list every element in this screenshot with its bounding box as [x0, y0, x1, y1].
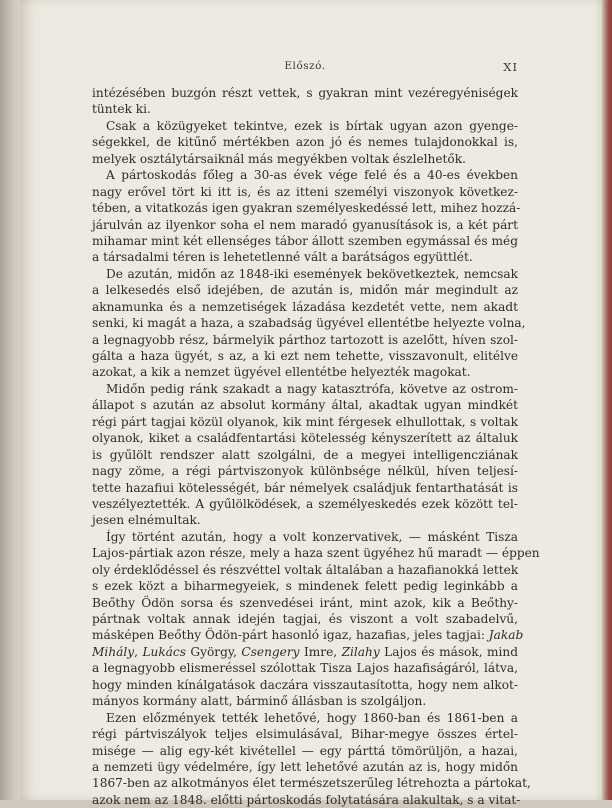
- text-line: melyek osztálytársaiknál más megyékben voltak észlelhetők.: [92, 151, 466, 166]
- text-line: is gyűlölt rendszer alatt szolgálni, de a megyei intelligencziának: [92, 447, 518, 462]
- page-header: [92, 60, 518, 82]
- text-line: másképen Beőthy Ödön-párt hasonló igaz, hazafias, jeles tagjai: Jakab: [92, 628, 524, 643]
- text-line: pártnak voltak annak idején tagjai, és viszont a volt szabadelvű,: [92, 612, 518, 626]
- text-line: olyanok, kiket a családfentartási kötelesség kényszerített az általuk: [92, 431, 518, 446]
- text-line: azokat, a kik a nemzet ügyével ellentétbe helyezték magokat.: [92, 365, 471, 380]
- text-line: azok nem az 1848. előtti pártoskodás folytatására alakultak, s a vitat-: [92, 792, 521, 807]
- text-line: járulván az ilyenkor soha el nem maradó gyanusítások is, a két párt: [92, 217, 518, 232]
- text-line: A pártoskodás főleg a 30-as évek vége felé és a 40-es években: [106, 168, 518, 183]
- text-line: nagy erővel tört ki itt is, és az itteni személyi viszonyok következ-: [92, 184, 518, 199]
- text-line: De azután, midőn az 1848-iki események bekövetkeztek, nemcsak: [106, 266, 518, 281]
- text-line: a lelkesedés első idejében, de azután is, midőn már megindult az: [92, 283, 518, 298]
- text-line: nagy zöme, a régi pártviszonyok különbsége nélkül, híven teljesí-: [92, 464, 518, 479]
- text-line: Csak a közügyeket tekintve, ezek is bírtak ugyan azon gyenge-: [106, 118, 518, 133]
- text-line: senki, ki magát a haza, a szabadság ügyével ellentétbe helyezte volna,: [92, 316, 526, 331]
- text-line: intézésében buzgón részt vettek, s gyakran mint vezéregyéniségek: [92, 86, 518, 100]
- text-line: Lajos-pártiak azon része, mely a haza szent ügyéhez hű maradt — éppen: [92, 546, 540, 561]
- text-line: misége — alig egy-két kivétellel — egy párttá tömörüljön, a hazai,: [92, 743, 518, 758]
- text-line: Midőn pedig ránk szakadt a nagy katasztrófa, követve az ostrom-: [106, 381, 518, 396]
- running-title: Előszó.: [284, 60, 326, 72]
- body-text: [92, 85, 540, 808]
- text-line: oly érdeklődéssel és részvéttel voltak általában a hazafianokká lettek: [92, 562, 519, 577]
- text-line: régi párt tagjai közül olyanok, kik mint férgesek elhullottak, s voltak: [92, 414, 518, 429]
- text-line: tüntek ki.: [92, 102, 151, 117]
- text-line: Így történt azután, hogy a volt konzervativek, — másként Tisza: [106, 529, 518, 544]
- text-line: a legnagyobb elismeréssel szólottak Tisza Lajos hazafiságáról, látva,: [92, 661, 518, 676]
- text-line: mihamar mint két ellenséges tábor állott szemben egymással és még: [92, 233, 518, 248]
- page-number: XI: [503, 60, 518, 74]
- text-line: ségekkel, de kitűnő mértékben azon jó és nemes tulajdonokkal is,: [92, 135, 518, 150]
- text-line: Beőthy Ödön sorsa és szenvedései iránt, mint azok, kik a Beőthy-: [92, 595, 518, 610]
- text-line: állapot s azután az absolut kormány által, akadtak ugyan mindkét: [92, 398, 518, 413]
- text-line: a legnagyobb rész, bármelyik párthoz tartozott is azelőtt, híven szol-: [92, 332, 518, 347]
- text-line: régi pártviszályok teljes elsimulásával, Bihar-megye összes értel-: [92, 727, 518, 742]
- text-line: hogy minden kínálgatások daczára visszautasította, hogy nem alkot-: [92, 677, 518, 692]
- text-line: jesen elnémultak.: [92, 513, 201, 528]
- text-line: gálta a haza ügyét, s az, a ki ezt nem tehette, visszavonult, elitélve: [92, 349, 518, 363]
- text-line: a nemzeti ügy védelmére, így lett lehetővé azután az is, hogy midőn: [92, 759, 518, 774]
- red-page-edge: [602, 0, 612, 800]
- text-line: veszélyeztették. A gyűlölködések, a személyeskedés ezek között tel-: [92, 496, 518, 511]
- text-line: s ezek közt a biharmegyeiek, s mindenek felett pedig leginkább a: [92, 579, 518, 594]
- text-line: tében, a vitatkozás igen gyakran személyeskedéssé lett, mihez hozzá-: [92, 201, 521, 216]
- text-line: Ezen előzmények tették lehetővé, hogy 1860-ban és 1861-ben a: [106, 710, 518, 725]
- text-line: 1867-ben az alkotmányos élet természetszerűleg létrehozta a pártokat,: [92, 776, 531, 791]
- text-line: tette hazafiui kötelességét, bár némelyek családjuk fentarthatását is: [92, 480, 518, 495]
- text-line: Mihály, Lukács György, Csengery Imre, Zilahy Lajos és mások, mind: [92, 644, 519, 659]
- text-line: a társadalmi téren is lehetetlenné vált a barátságos együttlét.: [92, 250, 473, 265]
- text-line: mányos kormány alatt, bárminő állásban is szolgáljon.: [92, 694, 427, 709]
- text-line: aknamunka és a nemzetiségek lázadása kezdetét vette, nem akadt: [92, 299, 518, 314]
